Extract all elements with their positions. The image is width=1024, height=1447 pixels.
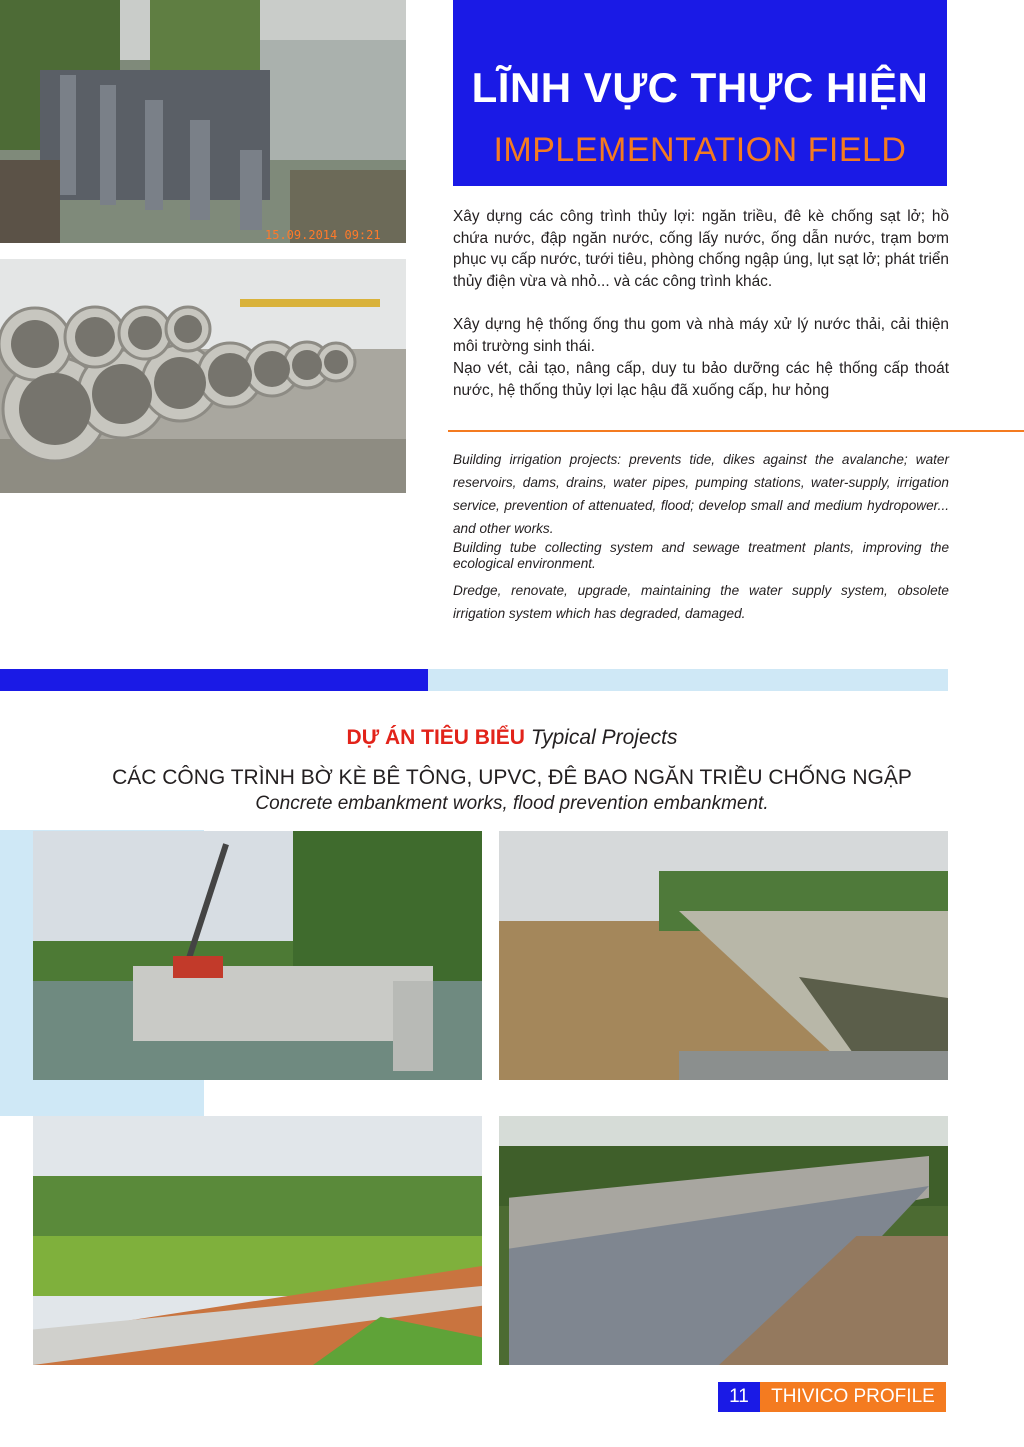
page-number: 11	[718, 1382, 760, 1412]
section-subtitle-vn: CÁC CÔNG TRÌNH BỜ KÈ BÊ TÔNG, UPVC, ĐÊ BAO NGĂN TRIỀU CHỐNG NGẬP	[112, 766, 912, 789]
section-title-vn: DỰ ÁN TIÊU BIỂU	[346, 726, 525, 749]
project-photo-upvc-embankment	[33, 1116, 482, 1365]
pipes-illustration	[0, 259, 406, 493]
section-bar-light	[428, 669, 948, 691]
en-paragraph-3: Dredge, renovate, upgrade, maintaining the water supply system, obsolete irrigation system which has degraded, damaged.	[453, 583, 949, 621]
en-paragraph-2: Building tube collecting system and sewage treatment plants, improving the ecological environment.	[453, 540, 949, 571]
section-heading	[0, 726, 1024, 750]
vn-paragraph-2: Xây dựng hệ thống ống thu gom và nhà máy xử lý nước thải, cải thiện môi trường sinh thái.	[453, 316, 949, 355]
section-bar-blue	[0, 669, 428, 691]
footer-title: THIVICO PROFILE	[760, 1382, 946, 1412]
photo-timestamp: 15.09.2014 09:21	[265, 228, 381, 242]
project-photo-concrete-wall-path	[499, 1116, 948, 1365]
page-title-vn: LĨNH VỰC THỰC HIỆN	[471, 64, 929, 111]
project-photo-river-wall	[499, 831, 948, 1080]
section-subtitle-en: Concrete embankment works, flood prevention embankment.	[255, 793, 769, 814]
orange-divider	[448, 430, 1024, 432]
vn-paragraph-3: Nạo vét, cải tạo, nâng cấp, duy tu bảo dưỡng các hệ thống cấp thoát nước, hệ thống thủy lợi lạc hậu đã xuống cấp, hư hỏng	[453, 360, 949, 399]
photo-concrete-pipes	[0, 259, 406, 493]
vn-paragraph-1: Xây dựng các công trình thủy lợi: ngăn triều, đê kè chống sạt lở; hồ chứa nước, đập ngăn nước, cống lấy nước, ống dẫn nước, trạm bơm phục vụ cấp nước, tưới tiêu, phòng chống ngập úng, lụt sạt lở; phát triển thủy điện vừa và nhỏ... và các công trình khác.	[453, 208, 949, 290]
page-title-en: IMPLEMENTATION FIELD	[493, 131, 907, 169]
en-paragraph-1: Building irrigation projects: prevents tide, dikes against the avalanche; water reservoirs, dams, drains, water pipes, pumping stations, water-supply, irrigation service, prevention of attenuated, flood; develop small and medium hydropower... and other works.	[453, 452, 949, 536]
section-title-box	[453, 0, 947, 186]
project-photo-crane-embankment	[33, 831, 482, 1080]
photo-sheet-pile-riverbank	[0, 0, 406, 243]
section-title-en: Typical Projects	[530, 726, 678, 749]
